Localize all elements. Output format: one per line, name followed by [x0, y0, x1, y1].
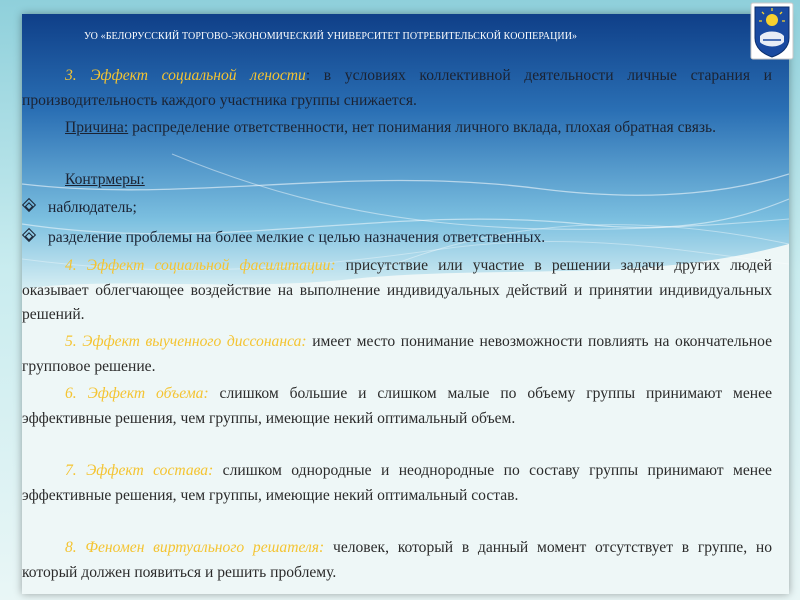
effect-6-text: слишком большие и слишком малые по объему группы принимают менее эффективные решения, чем группы, имеющие некий оптимальный объем. [22, 385, 772, 427]
effect-4-title: 4. Эффект социальной фасилитации: [65, 257, 336, 274]
effect-6-title: 6. Эффект объема: [65, 385, 209, 402]
effect-5-paragraph [22, 330, 772, 379]
diamond-bullet-icon [22, 228, 36, 242]
effect-8-text: человек, который в данный момент отсутствует в группе, но который должен появиться и решить проблему. [22, 539, 772, 581]
effect-8-paragraph [22, 536, 772, 585]
effect-7-text: слишком однородные и неоднородные по составу группы принимают менее эффективные решения, чем группы, имеющие некий оптимальный состав. [22, 462, 772, 504]
countermeasures-paragraph [22, 168, 772, 193]
effect-7-title: 7. Эффект состава: [65, 462, 214, 479]
effect-7-paragraph [22, 459, 772, 508]
university-header: УО «БЕЛОРУССКИЙ ТОРГОВО-ЭКОНОМИЧЕСКИЙ УНИВЕРСИТЕТ ПОТРЕБИТЕЛЬСКОЙ КООПЕРАЦИИ» [84, 31, 578, 42]
reason-text: распределение ответственности, нет понимания личного вклада, плохая обратная связь. [128, 119, 717, 136]
effect-5-title: 5. Эффект выученного диссонанса: [65, 333, 307, 350]
bullet-item [22, 226, 545, 250]
bullet-item [22, 196, 137, 220]
effect-4-paragraph [22, 254, 772, 328]
reason-label: Причина: [65, 119, 129, 136]
effect-5-text: имеет место понимание невозможности повлиять на окончательное групповое решение. [22, 333, 772, 375]
effect-6-paragraph [22, 382, 772, 431]
effect-3-paragraph [22, 64, 772, 113]
bullet-text: наблюдатель; [48, 199, 137, 216]
countermeasures-label: Контрмеры: [65, 171, 145, 188]
diamond-bullet-icon [22, 198, 36, 212]
effect-3-title: 3. Эффект социальной лености [65, 67, 306, 84]
effect-3-text: : в условиях коллективной деятельности личные старания и производительность каждого участника группы снижается. [22, 67, 772, 109]
bullet-text: разделение проблемы на более мелкие с целью назначения ответственных. [48, 229, 546, 246]
reason-paragraph [22, 116, 772, 141]
effect-4-text: присутствие или участие в решении задачи других людей оказывает облегчающее воздействие на выполнение индивидуальных действий и принятии индивидуальных решений. [22, 257, 772, 324]
effect-8-title: 8. Феномен виртуального решателя: [65, 539, 325, 556]
